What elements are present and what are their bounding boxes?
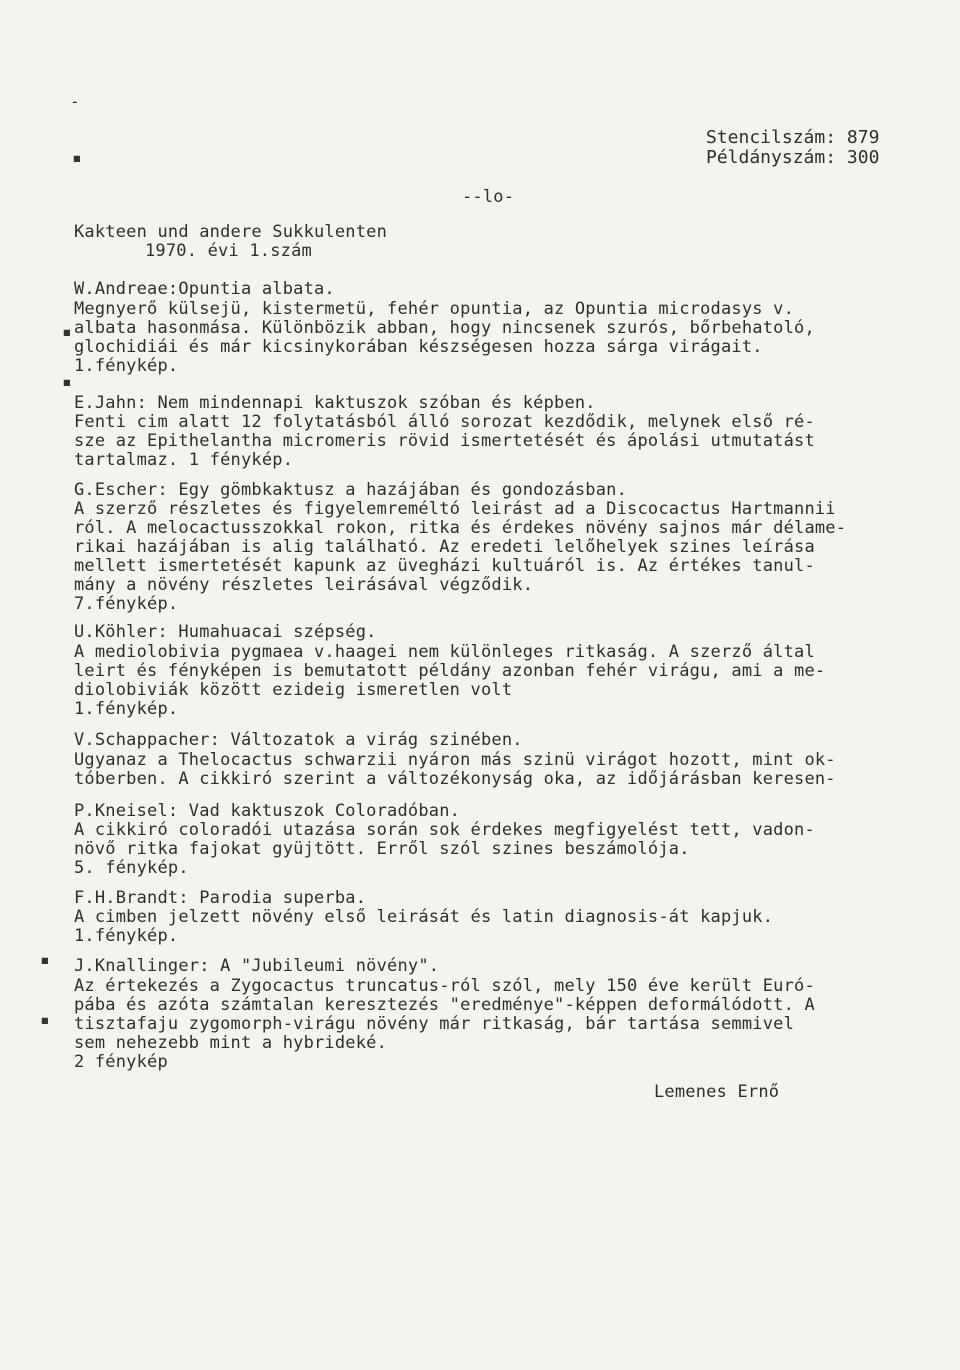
copies-value: 300: [846, 147, 880, 168]
entry-line: Megnyerő külsejü, kistermetü, fehér opuntia, az Opuntia microdasys v.: [74, 299, 795, 319]
entry-heading: F.H.Brandt: Parodia superba.: [74, 888, 367, 908]
entry-heading: V.Schappacher: Változatok a virág szinében.: [74, 730, 523, 750]
entry-line: Ugyanaz a Thelocactus schwarzii nyáron más szinü virágot hozott, mint ok-: [74, 750, 836, 770]
entry-line: mellett ismertetését kapunk az üvegházi kultuáról is. Az értékes tanul-: [74, 556, 815, 576]
author-signature: Lemenes Ernő: [654, 1082, 780, 1102]
entry-line: ról. A melocactusszokkal rokon, ritka és érdekes növény sajnos már délame-: [74, 518, 847, 538]
entry-heading: G.Escher: Egy gömbkaktusz a hazájában és gondozásban.: [74, 480, 628, 500]
source-issue: 1970. évi 1.szám: [145, 241, 312, 261]
margin-dot-mark: ▪: [40, 950, 50, 969]
entry-line: mány a növény részletes leirásával végződik.: [74, 575, 534, 595]
entry-line: tisztafaju zygomorph-virágu növény már ritkaság, bár tartása semmivel: [74, 1014, 795, 1034]
entry-line: 5. fénykép.: [74, 858, 189, 878]
entry-line: Az értekezés a Zygocactus truncatus-ról szól, mely 150 éve került Euró-: [74, 976, 815, 996]
entry-line: A cikkiró coloradói utazása során sok érdekes megfigyelést tett, vadon-: [74, 820, 815, 840]
entry-line: 1.fénykép.: [74, 356, 179, 376]
entry-line: sze az Epithelantha micromeris rövid ismertetését és ápolási utmutatást: [74, 431, 815, 451]
entry-heading: P.Kneisel: Vad kaktuszok Coloradóban.: [74, 801, 461, 821]
entry-line: albata hasonmása. Különbözik abban, hogy nincsenek szurós, bőrbehatoló,: [74, 318, 815, 338]
entry-line: 1.fénykép.: [74, 699, 179, 719]
entry-heading: E.Jahn: Nem mindennapi kaktuszok szóban és képben.: [74, 393, 596, 413]
entry-line: leirt és fényképen is bemutatott példány azonban fehér virágu, ami a me-: [74, 661, 826, 681]
margin-dot-mark: ▪: [40, 1010, 50, 1029]
entry-line: növő ritka fajokat gyüjtött. Erről szól szines beszámolója.: [74, 839, 690, 859]
entry-heading: J.Knallinger: A "Jubileumi növény".: [74, 956, 440, 976]
entry-line: sem nehezebb mint a hybrideké.: [74, 1033, 388, 1053]
stencil-number: [706, 127, 879, 148]
entry-line: pába és azóta számtalan keresztezés "eredménye"-képpen deformálódott. A: [74, 995, 815, 1015]
entry-line: glochidiái és már kicsinykorában készségesen hozza sárga virágait.: [74, 337, 763, 357]
entry-heading: U.Köhler: Humahuacai szépség.: [74, 622, 377, 642]
entry-line: tartalmaz. 1 fénykép.: [74, 450, 294, 470]
margin-dot-mark: ▪: [72, 148, 82, 167]
margin-dot-mark: ▪: [62, 322, 72, 341]
copies-number: [706, 147, 879, 168]
entry-line: A cimben jelzett növény első leirását és latin diagnosis-át kapjuk.: [74, 907, 774, 927]
entry-line: Fenti cim alatt 12 folytatásból álló sorozat kezdődik, melynek első ré-: [74, 412, 815, 432]
entry-heading: W.Andreae:Opuntia albata.: [74, 279, 335, 299]
entry-line: A szerző részletes és figyelemreméltó leirást ad a Discocactus Hartmannii: [74, 499, 836, 519]
margin-dot-mark: ▪: [62, 372, 72, 391]
margin-dash-mark: -: [70, 92, 80, 111]
source-title: Kakteen und andere Sukkulenten: [74, 222, 388, 242]
entry-line: 2 fénykép: [74, 1052, 168, 1072]
entry-line: tóberben. A cikkiró szerint a változékonyság oka, az időjárásban keresen-: [74, 769, 836, 789]
entry-line: rikai hazájában is alig található. Az eredeti lelőhelyek szines leírása: [74, 537, 815, 557]
entry-line: 1.fénykép.: [74, 926, 179, 946]
stencil-value: 879: [846, 127, 880, 148]
copies-label: Példányszám:: [706, 147, 837, 168]
entry-line: 7.fénykép.: [74, 594, 179, 614]
entry-line: A mediolobivia pygmaea v.haagei nem különleges ritkaság. A szerző által: [74, 642, 815, 662]
entry-line: diolobiviák között ezideig ismeretlen volt: [74, 680, 513, 700]
stencil-label: Stencilszám:: [706, 127, 837, 148]
page-number: --lo-: [462, 187, 515, 207]
